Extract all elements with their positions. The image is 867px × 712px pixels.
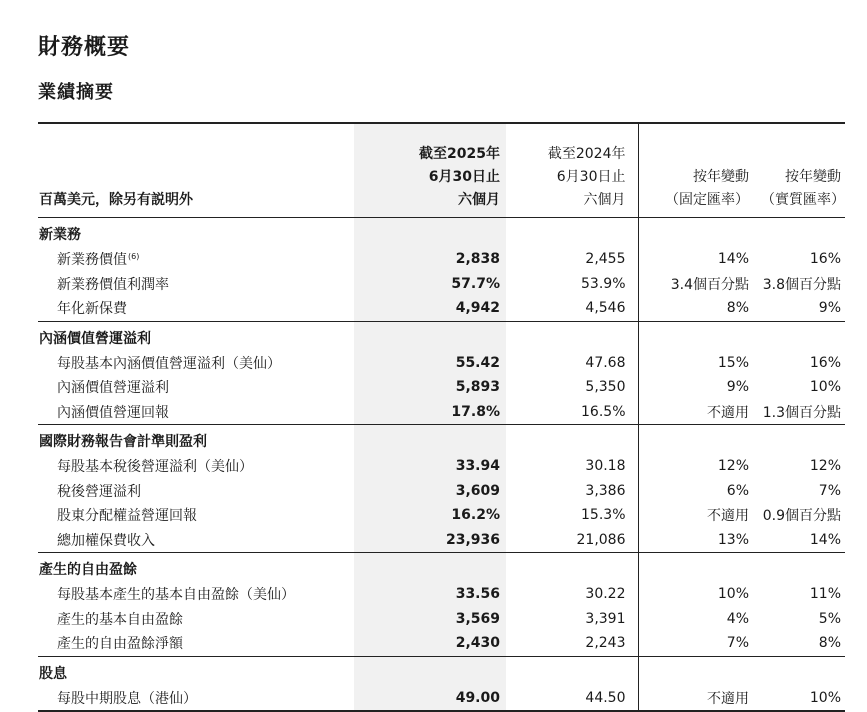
value-2025: 2,838 <box>354 247 506 272</box>
section-title: 業績摘要 <box>38 82 114 103</box>
row-label-text: 每股基本產生的基本自由盈餘（美仙） <box>57 587 295 604</box>
value-2025: 16.2% <box>354 503 506 528</box>
value-2025: 33.56 <box>354 582 506 607</box>
group-title: 內涵價值營運溢利 <box>39 330 151 347</box>
empty-cell <box>757 425 845 455</box>
yoy-actual-fx: 7% <box>818 482 841 499</box>
empty-cell <box>354 656 506 686</box>
empty-cell <box>638 218 757 248</box>
header-period-2025: 截至2025年 6月30日止 六個月 <box>354 123 506 218</box>
empty-cell <box>506 321 638 351</box>
value-2024: 16.5% <box>506 400 638 425</box>
value-2025: 4,942 <box>354 296 506 321</box>
header-yoy-actual-fx: 按年變動 （實質匯率） <box>757 123 845 218</box>
table-row <box>38 375 845 400</box>
empty-cell <box>638 425 757 455</box>
footnote-marker: (6) <box>128 251 140 261</box>
group-title: 國際財務報告會計準則盈利 <box>39 434 207 450</box>
value-2024: 30.18 <box>506 454 638 479</box>
table-header-row <box>38 123 845 218</box>
yoy-constant-fx: 4% <box>726 610 749 627</box>
row-label <box>38 582 354 607</box>
empty-cell <box>638 553 757 583</box>
yoy-constant-fx: 3.4個百分點 <box>670 276 749 293</box>
unit-label: 百萬美元，除另有説明外 <box>38 123 354 218</box>
empty-cell <box>506 656 638 686</box>
yoy-actual-fx: 12% <box>809 458 841 475</box>
value-2025: 3,609 <box>354 479 506 504</box>
row-label-text: 每股基本內涵價值營運溢利（美仙） <box>57 355 281 372</box>
row-label <box>38 351 354 376</box>
yoy-constant-fx: 不適用 <box>638 400 757 425</box>
value-2024: 47.68 <box>506 351 638 376</box>
empty-cell <box>757 656 845 686</box>
value-2025: 49.00 <box>354 686 506 712</box>
row-label <box>38 272 354 297</box>
table-row <box>38 607 845 632</box>
value-2025: 33.94 <box>354 454 506 479</box>
row-label-text: 新業務價值利潤率 <box>57 276 169 293</box>
empty-cell <box>757 321 845 351</box>
table-row <box>38 479 845 504</box>
group-header-row <box>38 218 845 248</box>
row-label-text: 內涵價值營運回報 <box>57 404 169 421</box>
value-2024: 15.3% <box>506 503 638 528</box>
row-label <box>38 375 354 400</box>
value-2024: 3,386 <box>506 479 638 504</box>
value-2025: 2,430 <box>354 631 506 656</box>
table-row <box>38 351 845 376</box>
header-yoy-constant-fx: 按年變動 （固定匯率） <box>638 123 757 218</box>
yoy-constant-fx: 7% <box>638 631 757 656</box>
yoy-constant-fx: 8% <box>638 296 757 321</box>
value-2024: 30.22 <box>506 582 638 607</box>
empty-cell <box>354 425 506 455</box>
row-label <box>38 400 354 425</box>
row-label-text: 每股基本稅後營運溢利（美仙） <box>57 459 253 476</box>
yoy-actual-fx: 16% <box>809 251 841 268</box>
yoy-constant-fx: 13% <box>638 528 757 553</box>
row-label-text: 總加權保費收入 <box>57 532 155 549</box>
yoy-actual-fx: 0.9個百分點 <box>762 508 841 525</box>
empty-cell <box>506 425 638 455</box>
table-row <box>38 247 845 272</box>
group-title: 股息 <box>39 665 67 682</box>
value-2024: 4,546 <box>506 296 638 321</box>
yoy-actual-fx: 5% <box>818 610 841 627</box>
value-2025: 17.8% <box>354 400 506 425</box>
empty-cell <box>506 218 638 248</box>
empty-cell <box>506 553 638 583</box>
yoy-constant-fx: 9% <box>726 379 749 396</box>
table-row <box>38 631 845 656</box>
header-period-2024: 截至2024年 6月30日止 六個月 <box>506 123 638 218</box>
yoy-actual-fx: 1.3個百分點 <box>757 400 845 425</box>
empty-cell <box>638 656 757 686</box>
row-label-text: 股東分配權益營運回報 <box>57 508 197 525</box>
empty-cell <box>354 321 506 351</box>
table-row <box>38 582 845 607</box>
yoy-constant-fx: 6% <box>726 482 749 499</box>
row-label-text: 產生的自由盈餘淨額 <box>57 636 183 653</box>
performance-summary-table <box>38 122 845 712</box>
value-2025: 5,893 <box>354 375 506 400</box>
table-row <box>38 503 845 528</box>
yoy-constant-fx: 10% <box>717 586 749 603</box>
yoy-constant-fx: 12% <box>717 458 749 475</box>
empty-cell <box>354 553 506 583</box>
empty-cell <box>757 218 845 248</box>
row-label-text: 新業務價值 <box>57 252 127 269</box>
value-2024: 3,391 <box>506 607 638 632</box>
row-label-text: 年化新保費 <box>57 301 127 318</box>
row-label <box>38 247 354 272</box>
row-label-text: 產生的基本自由盈餘 <box>57 611 183 628</box>
group-header-row <box>38 321 845 351</box>
yoy-constant-fx: 不適用 <box>707 508 749 525</box>
yoy-actual-fx: 9% <box>757 296 845 321</box>
value-2024: 44.50 <box>506 686 638 712</box>
group-title: 產生的自由盈餘 <box>39 562 137 578</box>
table-row <box>38 400 845 425</box>
yoy-actual-fx: 3.8個百分點 <box>762 276 841 293</box>
group-header-row <box>38 656 845 686</box>
yoy-actual-fx: 14% <box>757 528 845 553</box>
group-header-row <box>38 553 845 583</box>
yoy-constant-fx: 15% <box>717 354 749 371</box>
value-2024: 21,086 <box>506 528 638 553</box>
table-row <box>38 454 845 479</box>
yoy-constant-fx: 不適用 <box>638 686 757 712</box>
table-row <box>38 296 845 321</box>
value-2024: 5,350 <box>506 375 638 400</box>
yoy-actual-fx: 16% <box>809 354 841 371</box>
empty-cell <box>354 218 506 248</box>
row-label <box>38 528 354 553</box>
row-label <box>38 479 354 504</box>
row-label <box>38 454 354 479</box>
value-2025: 55.42 <box>354 351 506 376</box>
row-label-text: 每股中期股息（港仙） <box>57 690 197 707</box>
table-row <box>38 686 845 712</box>
row-label-text: 內涵價值營運溢利 <box>57 380 169 397</box>
row-label <box>38 296 354 321</box>
value-2025: 3,569 <box>354 607 506 632</box>
table-row <box>38 272 845 297</box>
empty-cell <box>638 321 757 351</box>
yoy-actual-fx: 11% <box>809 586 841 603</box>
row-label-text: 稅後營運溢利 <box>57 483 141 500</box>
value-2024: 53.9% <box>506 272 638 297</box>
yoy-constant-fx: 14% <box>717 251 749 268</box>
value-2024: 2,243 <box>506 631 638 656</box>
yoy-actual-fx: 8% <box>757 631 845 656</box>
row-label <box>38 503 354 528</box>
group-header-row <box>38 425 845 455</box>
row-label <box>38 607 354 632</box>
yoy-actual-fx: 10% <box>757 686 845 712</box>
value-2025: 57.7% <box>354 272 506 297</box>
row-label <box>38 631 354 656</box>
page-title: 財務概要 <box>38 35 131 60</box>
group-title: 新業務 <box>39 227 81 243</box>
yoy-actual-fx: 10% <box>809 379 841 396</box>
value-2024: 2,455 <box>506 247 638 272</box>
row-label <box>38 686 354 712</box>
empty-cell <box>757 553 845 583</box>
table-row <box>38 528 845 553</box>
value-2025: 23,936 <box>354 528 506 553</box>
